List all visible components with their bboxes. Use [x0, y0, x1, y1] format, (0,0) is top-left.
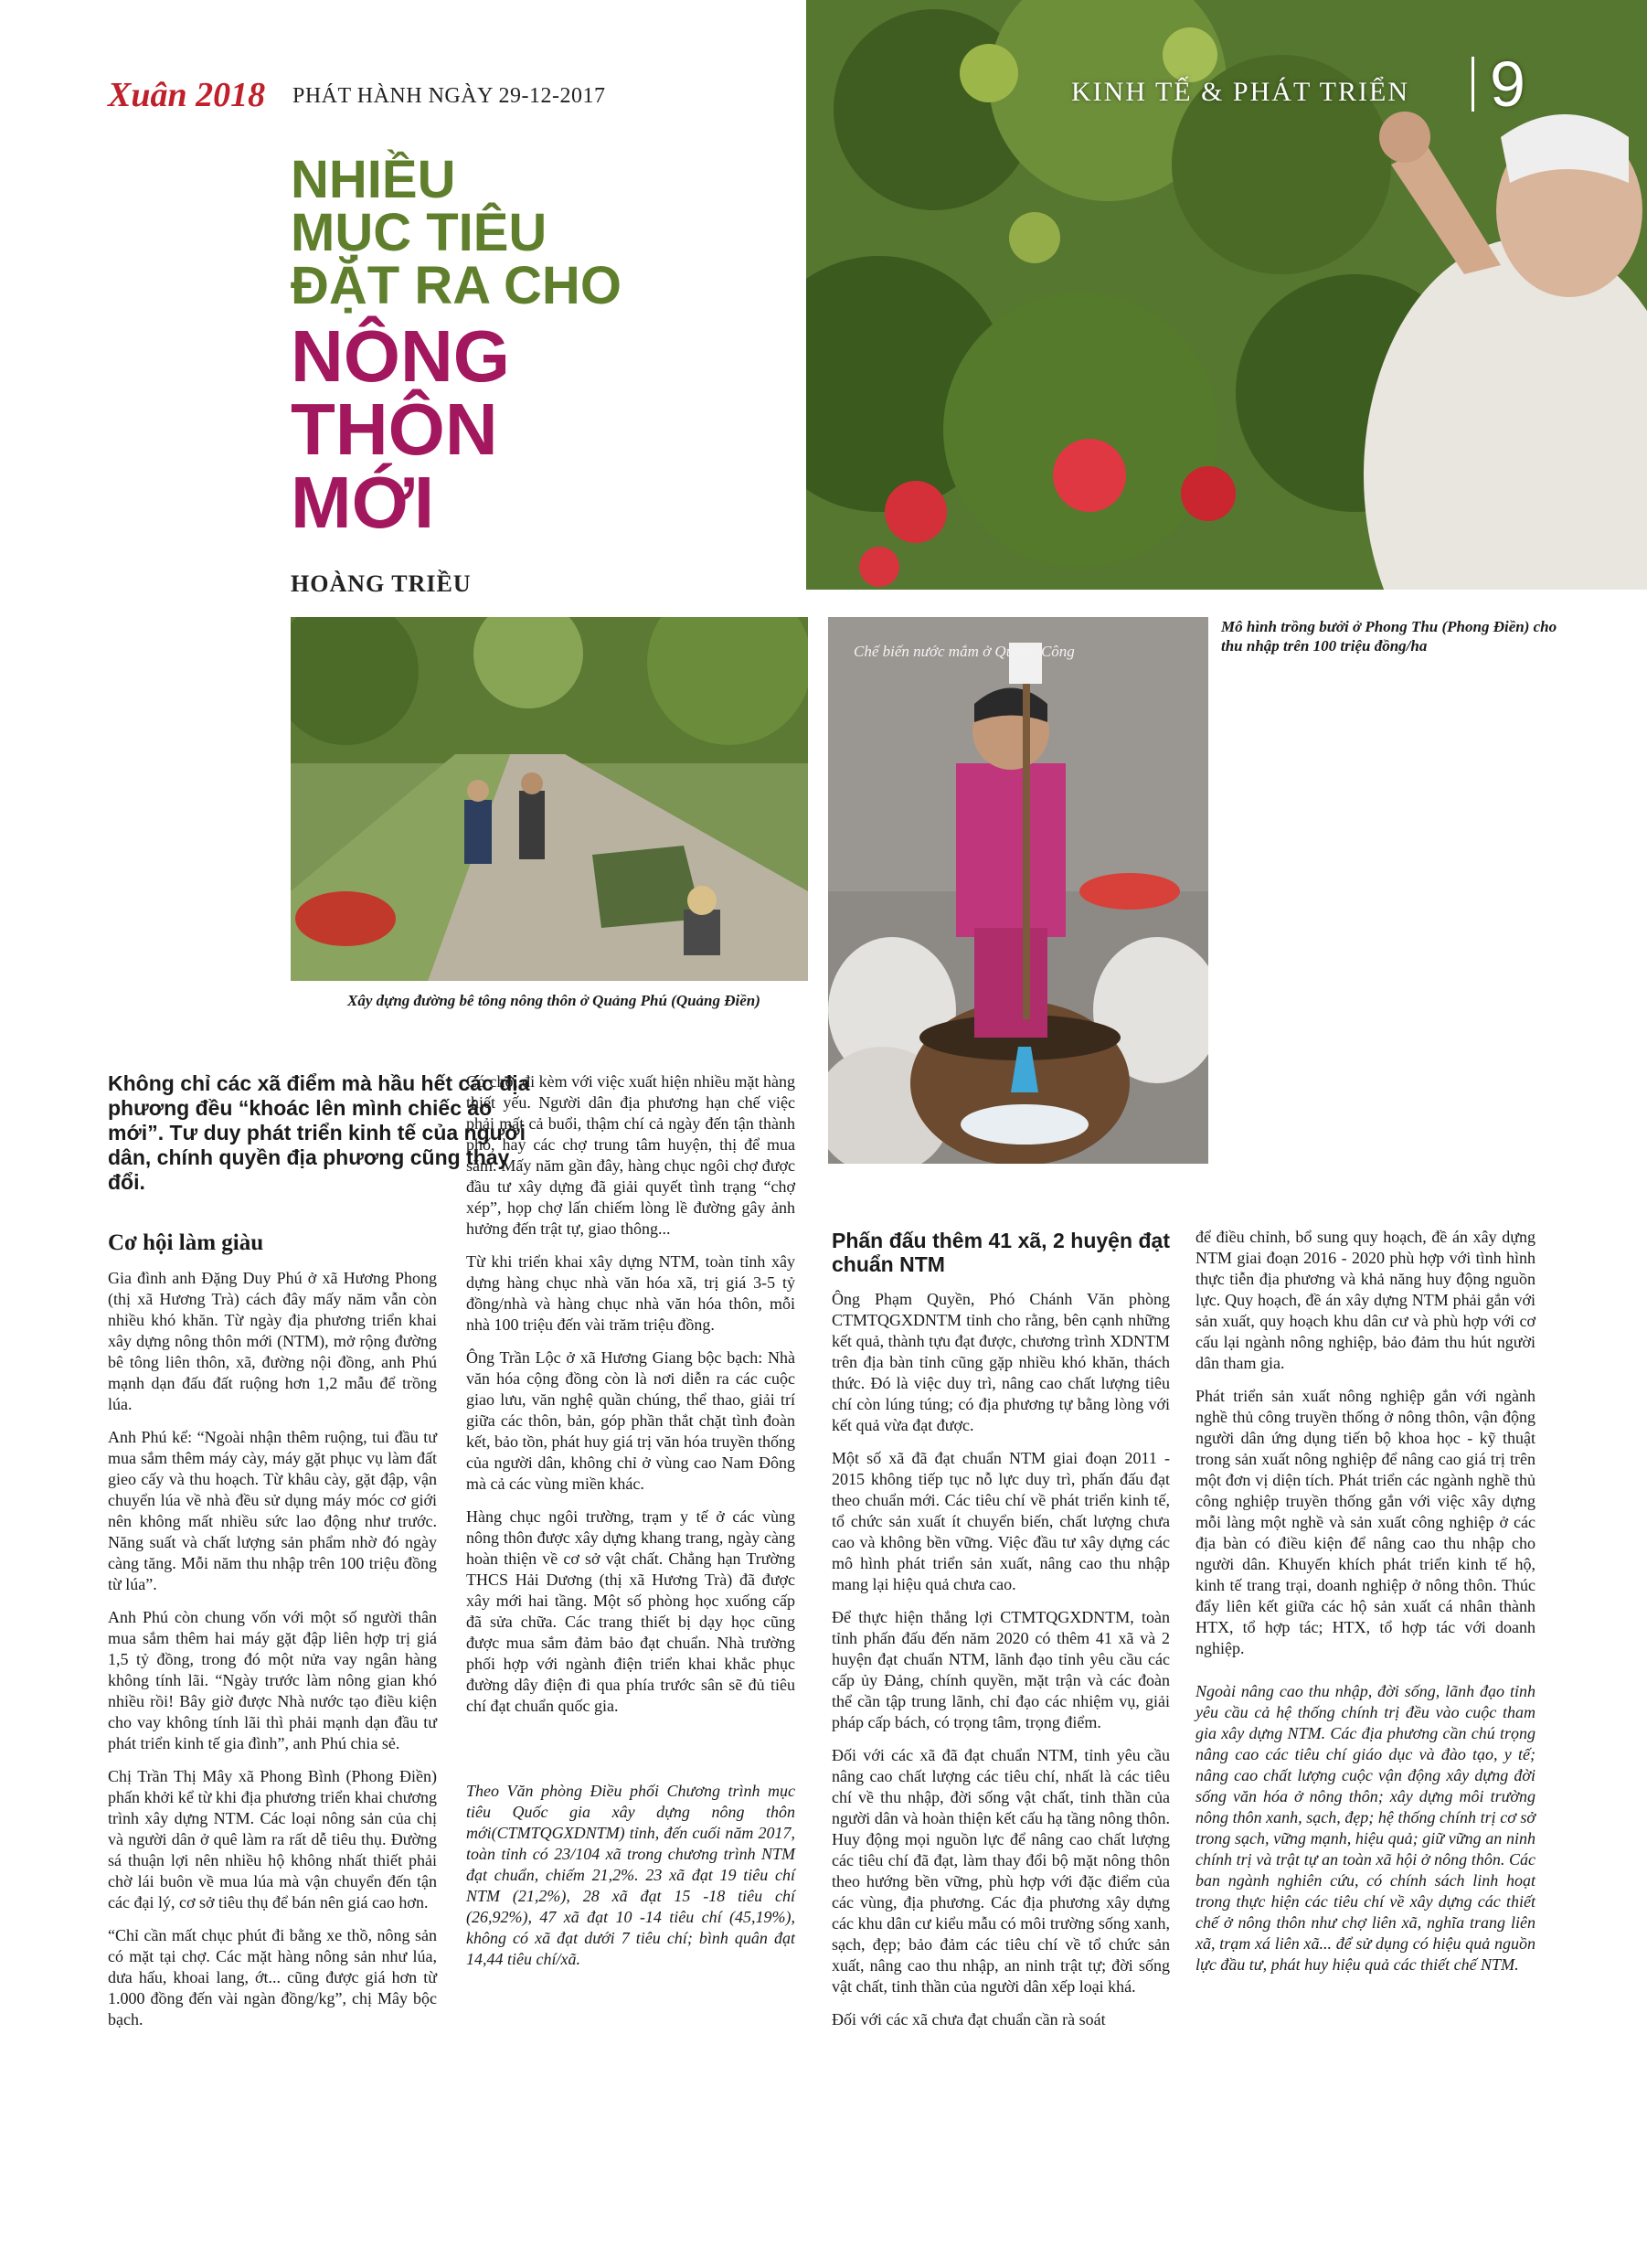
- paragraph: Anh Phú còn chung vốn với một số người thân mua sắm thêm hai máy gặt đập liên hợp trị giá 1,5 tỷ đồng, trong đó một nửa vay ngân hàng không tính lãi. “Ngày trước làm nông gian khó nhiều rồi! Bây giờ được Nhà nước tạo điều kiện cho vay không tính lãi thì phải mạnh dạn đầu tư phát triển kinh tế gia đình”, anh Phú chia sẻ.: [108, 1608, 437, 1752]
- section-label: KINH TẾ & PHÁT TRIỂN: [1071, 77, 1409, 107]
- headline-line-3: ĐẶT RA CHO: [291, 256, 622, 315]
- paragraph: “Chỉ cần mất chục phút đi bằng xe thồ, nông sản có mặt tại chợ. Các mặt hàng nông sản như lúa, dưa hấu, khoai lang, ớt... cũng được giá hơn từ 1.000 đồng đến vài ngàn đồng/kg”, chị Mây bộc bạch.: [108, 1926, 437, 2028]
- paragraph: Hàng chục ngôi trường, trạm y tế ở các vùng nông thôn được xây dựng khang trang, ngày càng hoàn thiện về cơ sở vật chất. Chẳng hạn Trường THCS Hải Dương (thị xã Hương Trà) đã được xây mới hai tầng. Một số phòng học xuống cấp đã sửa chữa. Các trang thiết bị dạy học cũng được mua sắm đảm bảo đạt chuẩn. Nhà trường phối hợp với ngành điện triển khai khắc phục đường dây điện đi qua phía trước sân sẽ đủ tiêu chí đạt chuẩn quốc gia.: [466, 1507, 795, 1715]
- fish-sauce-photo: [828, 617, 1208, 1164]
- fish-sauce-caption: Chế biến nước mắm ở Quảng Công: [854, 643, 1075, 660]
- paragraph: Một số xã đã đạt chuẩn NTM giai đoạn 2011 - 2015 không tiếp tục nỗ lực duy trì, phấn đấu đạt theo chuẩn mới. Các tiêu chí về phát triển kinh tế, tổ chức sản xuất ít chuyển biến, chất lượng chưa cao và không bền vững. Việc đầu tư xây dựng các mô hình phát triển sản xuất, nâng cao thu nhập mang lại hiệu quả chưa cao.: [832, 1449, 1170, 1593]
- road-construction-photo: [291, 617, 808, 981]
- subhead-target: Phấn đấu thêm 41 xã, 2 huyện đạt chuẩn NTM: [832, 1229, 1170, 1276]
- closing-note: Ngoài nâng cao thu nhập, đời sống, lãnh đạo tỉnh yêu cầu cả hệ thống chính trị đều vào cuộc tham gia xây dựng NTM. Các địa phương cần chú trọng nâng cao các tiêu chí giáo dục và đào tạo, y tế; nâng cao chất lượng cuộc vận động xây dựng đời sống văn hóa ở nông thôn; xây dựng môi trường nông thôn xanh, sạch, đẹp; hệ thống chính trị cơ sở trong sạch, vững mạnh, hiệu quả; giữ vững an ninh chính trị và trật tự an toàn xã hội ở nông thôn. Các ban ngành nghiên cứu, có chính sách linh hoạt trong thực hiện các tiêu chí về xây dựng các thiết chế ở nông thôn như chợ liên xã, nghĩa trang liên xã, trạm xá liên xã... để sử dụng có hiệu quả nguồn lực đầu tư, phát huy hiệu quả các thiết chế NTM.: [1195, 1682, 1535, 1974]
- paragraph: Anh Phú kể: “Ngoài nhận thêm ruộng, tui đầu tư mua sắm thêm máy cày, máy gặt phục vụ làm đất gieo cấy và thu hoạch. Từ khâu cày, gặt đập, vận chuyển lúa về nhà đều sử dụng máy móc cơ giới nên không mất nhiều sức lao động như trước. Năng suất và chất lượng sản phẩm nhờ đó ngày càng tăng. Mỗi năm thu nhập trên 100 triệu đồng từ lúa”.: [108, 1428, 437, 1593]
- paragraph: Từ khi triển khai xây dựng NTM, toàn tỉnh xây dựng hàng chục nhà văn hóa xã, trị giá 3-5 tỷ đồng/nhà và hàng chục nhà văn hóa thôn, mỗi nhà 100 triệu đến vài trăm triệu đồng.: [466, 1252, 795, 1334]
- issue-label: Xuân 2018: [108, 76, 266, 114]
- column-2: [466, 1071, 795, 1982]
- article-lead: Không chỉ các xã điểm mà hầu hết các địa phương đều “khoác lên mình chiếc áo mới”. Tư duy phát triển kinh tế của người dân, chính quyền địa phương cũng thay đổi.: [108, 1071, 530, 1194]
- pomelo-photo-caption: Mô hình trồng bưởi ở Phong Thu (Phong Điền) cho thu nhập trên 100 triệu đồng/ha: [1221, 618, 1557, 655]
- paragraph: Ông Trần Lộc ở xã Hương Giang bộc bạch: Nhà văn hóa cộng đồng còn là nơi diễn ra các cuộc giao lưu, văn nghệ quần chúng, thể thao, giải trí giữa các thôn, bản, góp phần thắt chặt tình đoàn kết, bảo tồn, phát huy giá trị văn hóa truyền thống của người dân, không chỉ ở vùng cao Nam Đông mà cả các vùng miền khác.: [466, 1348, 795, 1493]
- publish-date: PHÁT HÀNH NGÀY 29-12-2017: [292, 84, 606, 108]
- road-photo-caption: Xây dựng đường bê tông nông thôn ở Quảng Phú (Quảng Điền): [347, 992, 760, 1009]
- headline-bottom: [291, 315, 675, 543]
- paragraph: Có chợ, đi kèm với việc xuất hiện nhiều mặt hàng thiết yếu. Người dân địa phương hạn chế việc phải mất cả buổi, thậm chí cả ngày đến tận thành phố, hay các chợ trung tâm huyện, thị để mua sắm. Mấy năm gần đây, hàng chục ngôi chợ được đầu tư xây dựng đã giải quyết tình trạng “chợ xép”, họp chợ lấn chiếm lòng lề đường gây ảnh hưởng đến trật tự, giao thông...: [466, 1072, 795, 1238]
- headline-line-5: THÔN: [291, 389, 498, 470]
- paragraph: Ông Phạm Quyền, Phó Chánh Văn phòng CTMTQGXDNTM tỉnh cho rằng, bên cạnh những kết quả, thành tựu đạt được, chương trình XDNTM trên địa bàn tỉnh cũng gặp nhiều khó khăn, thách thức. Đó là việc duy trì, nâng cao chất lượng tiêu chí còn lúng túng; có địa phương tự bằng lòng với kết quả vừa đạt được.: [832, 1290, 1170, 1434]
- byline: HOÀNG TRIỀU: [291, 570, 472, 597]
- headline-line-2: MỤC TIÊU: [291, 203, 547, 262]
- paragraph: Phát triển sản xuất nông nghiệp gắn với ngành nghề thủ công truyền thống ở nông thôn, vận động người dân ứng dụng tiến bộ khoa học - kỹ thuật trong sản xuất nông nghiệp để nâng cao giá trị trên một đơn vị diện tích. Phát triển các ngành nghề thủ công nghiệp truyền thống gắn với việc xây dựng mỗi làng một nghề và sản xuất công nghiệp ở các địa bàn có điều kiện để nâng cao thu nhập cho người dân. Khuyến khích phát triển kinh tế hộ, kinh tế trang trại, doanh nghiệp ở nông thôn. Thúc đẩy liên kết giữa các hộ sản xuất cá nhân thành HTX, tổ hợp tác; HTX, tổ hợp tác với doanh nghiệp.: [1195, 1387, 1535, 1657]
- paragraph: Đối với các xã chưa đạt chuẩn cần rà soát: [832, 2010, 1106, 2028]
- paragraph: để điều chỉnh, bổ sung quy hoạch, đề án xây dựng NTM giai đoạn 2016 - 2020 phù hợp với tình hình thực tiễn địa phương và khả năng huy động nguồn lực. Quy hoạch, đề án xây dựng NTM phải gắn với sản xuất, quy hoạch khu dân cư và phù hợp với cơ cấu lại ngành nông nghiệp, bảo đảm thu hút người dân tham gia.: [1195, 1228, 1535, 1372]
- statistics-note: Theo Văn phòng Điều phối Chương trình mục tiêu Quốc gia xây dựng nông thôn mới(CTMTQGXDNTM) tỉnh, đến cuối năm 2017, toàn tỉnh có 23/104 xã trong chương trình NTM đạt chuẩn, chiếm 21,2%. 23 xã đạt 19 tiêu chí NTM (21,2%), 28 xã đạt 15 -18 tiêu chí (26,92%), 47 xã đạt 10 -14 tiêu chí (45,19%), không có xã đạt dưới 7 tiêu chí; bình quân đạt 14,44 tiêu chí/xã.: [466, 1782, 795, 1968]
- headline-top: [291, 150, 675, 315]
- headline-line-6: MỚI: [291, 462, 435, 543]
- headline-line-4: NÔNG: [291, 315, 510, 397]
- headline-line-1: NHIỀU: [291, 150, 456, 209]
- paragraph: Gia đình anh Đặng Duy Phú ở xã Hương Phong (thị xã Hương Trà) cách đây mấy năm vẫn còn nhiều khó khăn. Từ ngày địa phương triển khai xây dựng nông thôn mới (NTM), mở rộng đường bê tông liên thôn, xã, đường nội đồng, anh Phú mạnh dạn đấu đất ruộng hơn 1,2 mẫu để trồng lúa.: [108, 1269, 437, 1413]
- paragraph: Chị Trần Thị Mây xã Phong Bình (Phong Điền) phấn khởi kể từ khi địa phương triển khai chương trình xây dựng NTM. Các loại nông sản của chị và người dân ở quê làm ra rất dễ tiêu thụ. Đường sá thuận lợi nên nhiều hộ không nhất thiết phải chờ lái buôn về mua lúa mà vận chuyển đến tận các đại lý, cơ sở tiêu thụ để bán nên giá cao hơn.: [108, 1767, 437, 1911]
- page-number: 9: [1490, 48, 1525, 120]
- column-4: [1195, 1227, 1535, 1987]
- column-3: [832, 1229, 1170, 2042]
- subhead-opportunity: Cơ hội làm giàu: [108, 1230, 264, 1255]
- column-1: [108, 1230, 437, 2042]
- paragraph: Để thực hiện thắng lợi CTMTQGXDNTM, toàn tỉnh phấn đấu đến năm 2020 có thêm 41 xã và 2 huyện đạt chuẩn NTM, lãnh đạo tỉnh yêu cầu các cấp ủy Đảng, chính quyền, mặt trận và các đoàn thể cần tập trung lãnh, chỉ đạo các nhiệm vụ, giải pháp cấp bách, có trọng tâm, trọng điểm.: [832, 1608, 1170, 1731]
- page-rule: [1472, 57, 1474, 112]
- paragraph: Đối với các xã đã đạt chuẩn NTM, tỉnh yêu cầu nâng cao chất lượng các tiêu chí, nhất là các tiêu chí về thu nhập, đời sống vật chất, tinh thần của người dân và hoàn thiện kết cấu hạ tầng nông thôn. Huy động mọi nguồn lực để nâng cao chất lượng các tiêu chí đã đạt, làm thay đổi bộ mặt nông thôn theo hướng bền vững, phù hợp với đặc điểm của các vùng, địa phương. Các địa phương xây dựng các khu dân cư kiểu mẫu có môi trường sống xanh, sạch, đẹp; bảo đảm các tiêu chí về tổ chức sản xuất, nâng cao thu nhập, an ninh trật tự; đời sống vật chất, tinh thần của người dân xếp loại khá.: [832, 1746, 1170, 1996]
